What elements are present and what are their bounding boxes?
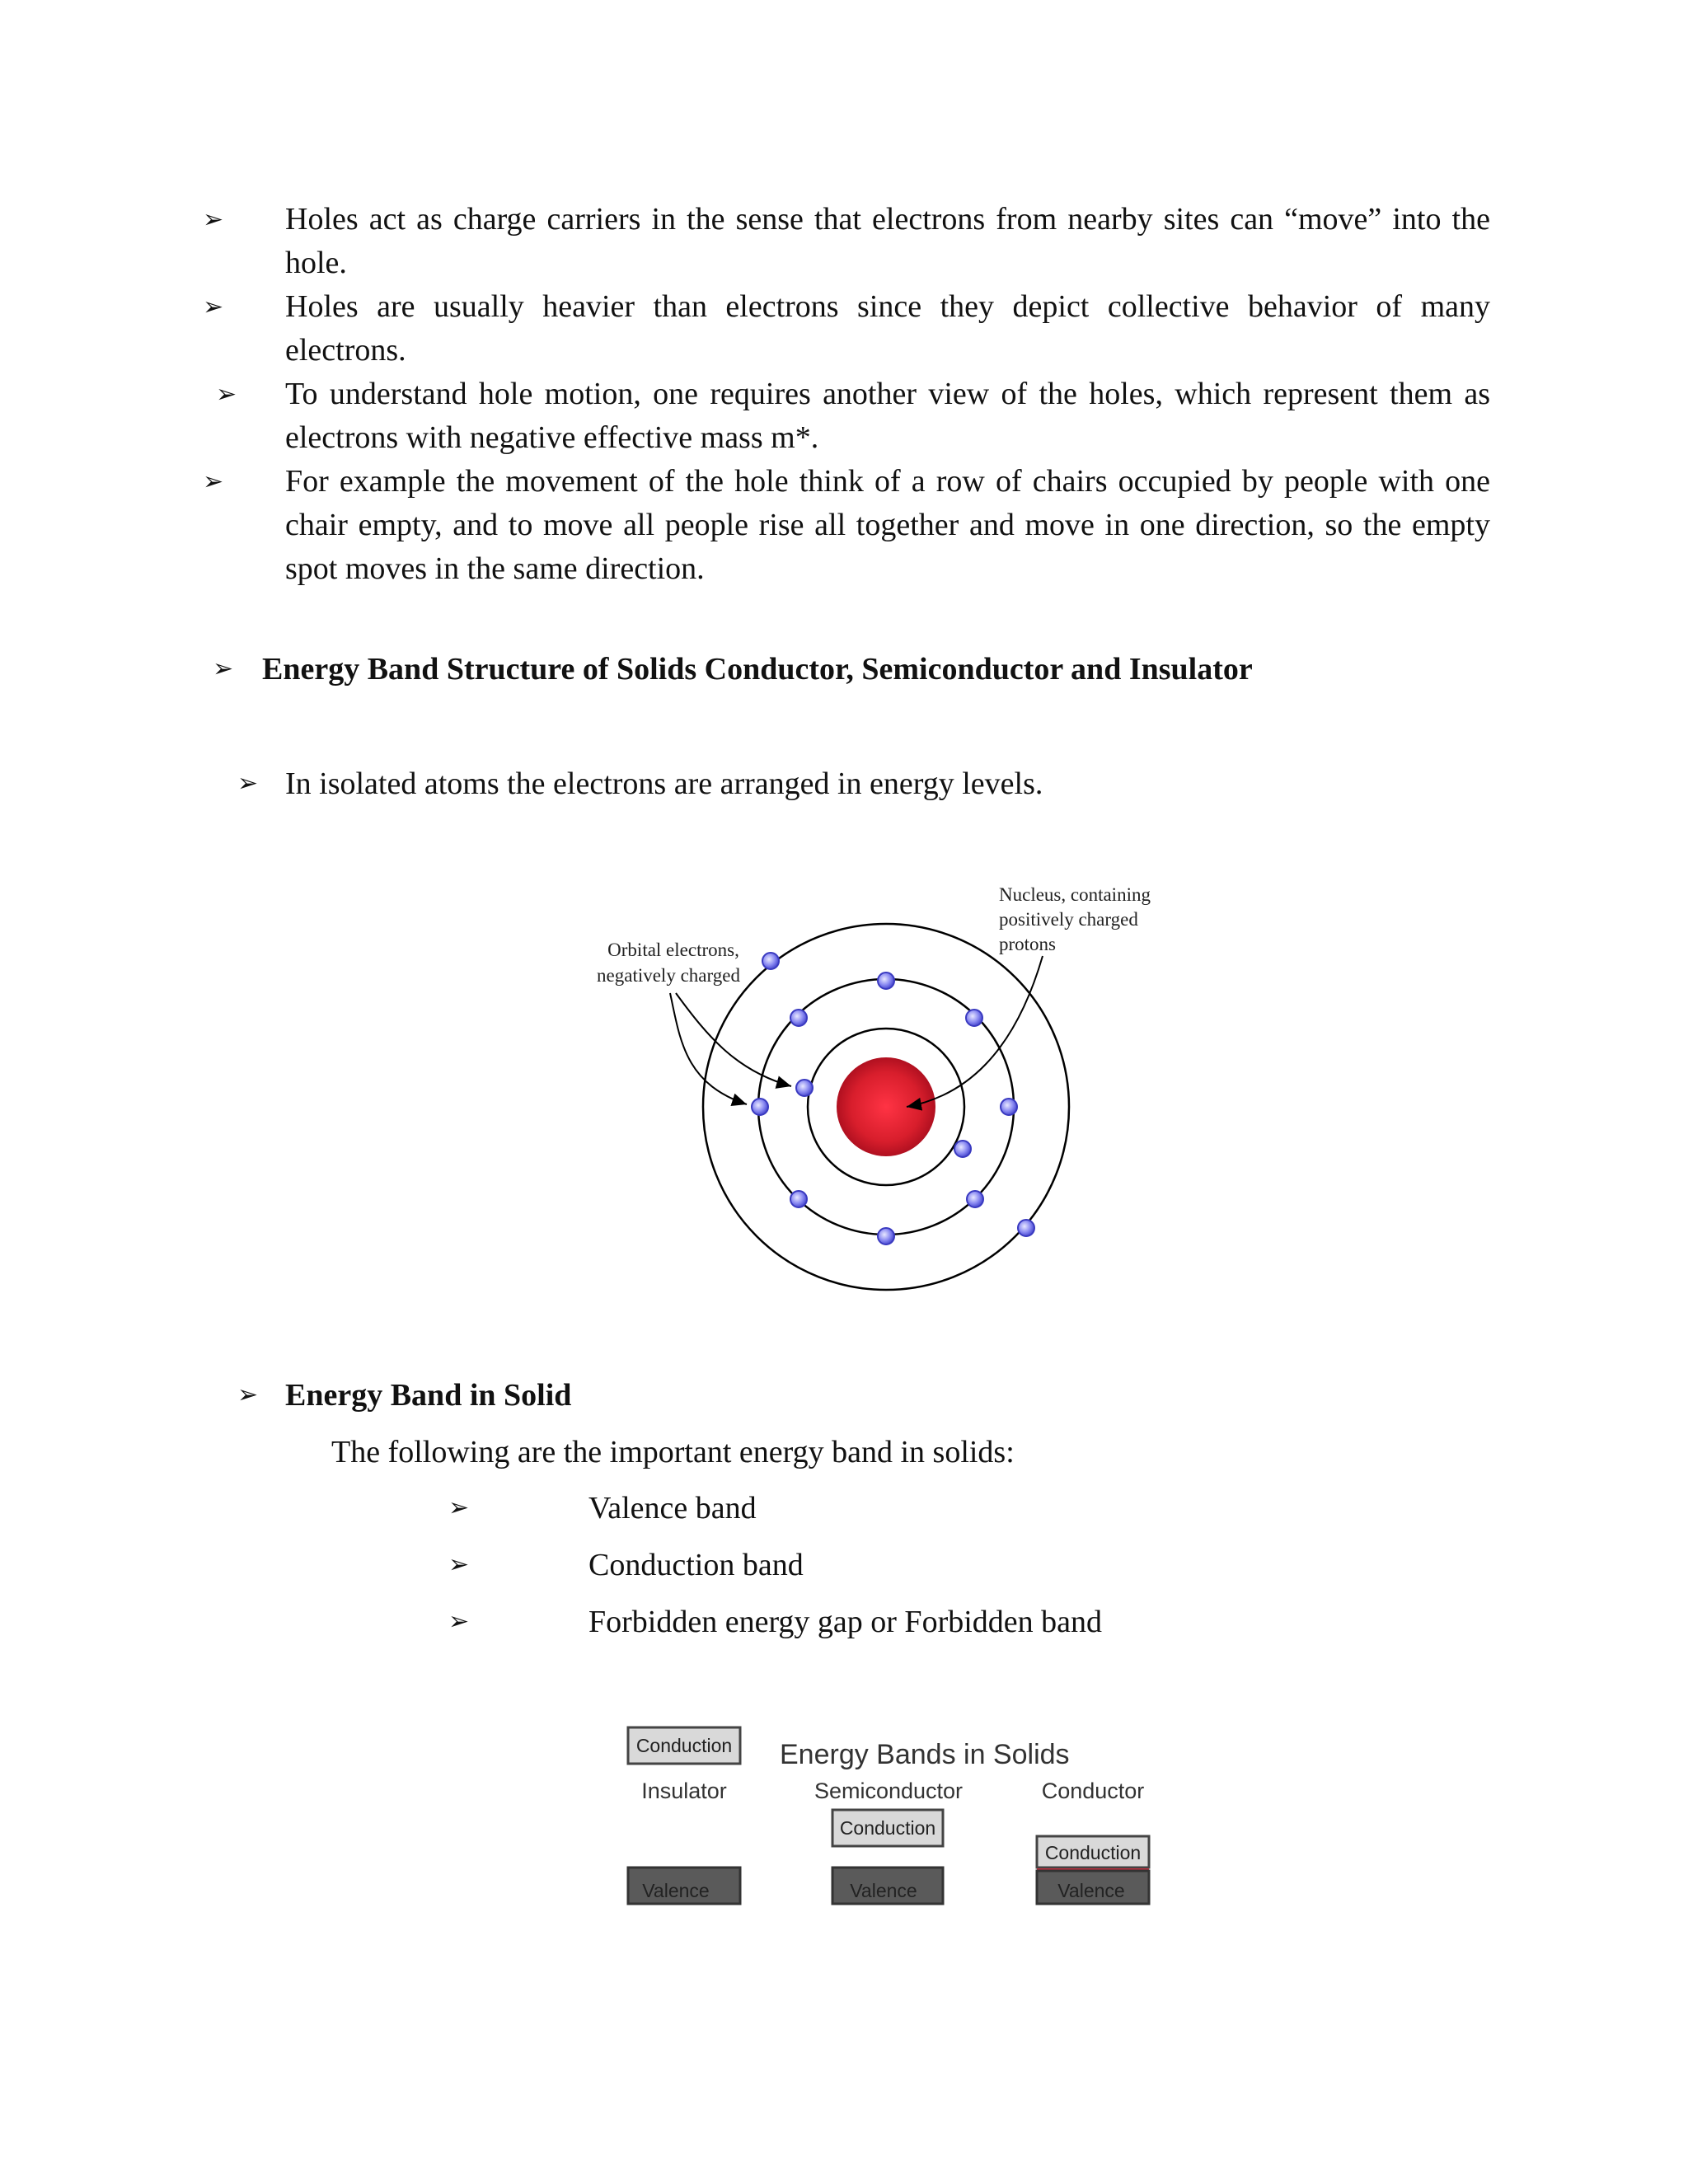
label-nucleus-line1: Nucleus, containing xyxy=(999,884,1151,905)
bullet-holes-carriers xyxy=(203,198,1490,285)
isolated-atoms-text: In isolated atoms the electrons are arranged in energy levels. xyxy=(285,766,1043,801)
band-list-text: Conduction band xyxy=(588,1548,804,1582)
arrow-bullet-icon: ➢ xyxy=(213,654,234,683)
electron xyxy=(752,1099,768,1115)
arrow-bullet-icon: ➢ xyxy=(448,1607,470,1636)
bullet-text: For example the movement of the hole think of a row of chairs occupied by people with one chair empty, and to move all people rise all together and move in one direction, so the empty spot moves in the same direction. xyxy=(285,464,1490,586)
conductor-label: Conductor xyxy=(1041,1779,1145,1803)
electron xyxy=(954,1141,971,1157)
arrow-bullet-icon: ➢ xyxy=(203,293,224,321)
label-electrons-line2: negatively charged xyxy=(597,965,740,986)
bullet-hole-motion xyxy=(216,373,1490,460)
energy-bands-diagram xyxy=(618,1714,1162,1920)
band-list-item-conduction xyxy=(448,1543,804,1587)
electron xyxy=(967,1191,983,1207)
band-list-item-forbidden xyxy=(448,1600,1103,1644)
electron xyxy=(1001,1099,1017,1115)
insulator-conduction-label: Conduction xyxy=(635,1735,733,1756)
electron xyxy=(762,953,779,969)
arrow-bullet-icon: ➢ xyxy=(203,205,224,234)
band-list-text: Valence band xyxy=(588,1491,757,1526)
arrow-bullet-icon: ➢ xyxy=(203,467,224,496)
conductor-conduction-label: Conduction xyxy=(1044,1842,1142,1863)
nucleus xyxy=(837,1057,935,1156)
arrow-bullet-icon: ➢ xyxy=(237,769,259,798)
energy-band-heading-text: Energy Band in Solid xyxy=(285,1378,572,1413)
bullet-text: To understand hole motion, one requires another view of the holes, which represent them as electrons with negative effective mass m*. xyxy=(285,377,1490,455)
energy-band-heading xyxy=(237,1373,572,1418)
energy-band-intro: The following are the important energy band in solids: xyxy=(331,1435,1015,1469)
bullet-holes-heavier xyxy=(203,285,1490,373)
semiconductor-label: Semiconductor xyxy=(814,1779,964,1803)
arrow-bullet-icon: ➢ xyxy=(216,380,237,409)
conductor-valence-label: Valence xyxy=(1057,1880,1125,1901)
electron xyxy=(790,1010,807,1026)
band-list-text: Forbidden energy gap or Forbidden band xyxy=(588,1605,1103,1639)
semiconductor-valence-label: Valence xyxy=(850,1880,917,1901)
electron xyxy=(790,1191,807,1207)
electron xyxy=(878,972,894,989)
arrow-bullet-icon: ➢ xyxy=(237,1380,259,1409)
electron xyxy=(878,1228,894,1244)
atom-diagram xyxy=(585,874,1179,1310)
label-nucleus-line3: protons xyxy=(999,934,1056,954)
insulator-label: Insulator xyxy=(641,1779,727,1803)
label-electrons-line1: Orbital electrons, xyxy=(607,940,739,960)
electron xyxy=(966,1010,982,1026)
section-heading-text: Energy Band Structure of Solids Conductor, Semiconductor and Insulator xyxy=(262,652,1253,687)
electron xyxy=(1018,1220,1034,1236)
section-heading xyxy=(213,647,1253,691)
insulator-valence-label: Valence xyxy=(642,1880,710,1901)
electron xyxy=(796,1080,813,1096)
bullet-text: Holes are usually heavier than electrons since they depict collective behavior of many electrons. xyxy=(285,289,1490,368)
electron-pointer-line xyxy=(670,993,747,1104)
arrow-bullet-icon: ➢ xyxy=(448,1550,470,1579)
arrow-bullet-icon: ➢ xyxy=(448,1493,470,1522)
band-diagram-title: Energy Bands in Solids xyxy=(780,1739,1070,1770)
bullet-text: Holes act as charge carriers in the sense that electrons from nearby sites can “move” into the hole. xyxy=(285,202,1490,280)
band-list-item-valence xyxy=(448,1486,757,1530)
label-nucleus-line2: positively charged xyxy=(999,909,1138,930)
isolated-atoms-line xyxy=(237,762,1043,806)
bullet-chairs-example xyxy=(203,460,1490,591)
semiconductor-conduction-label: Conduction xyxy=(839,1817,936,1839)
